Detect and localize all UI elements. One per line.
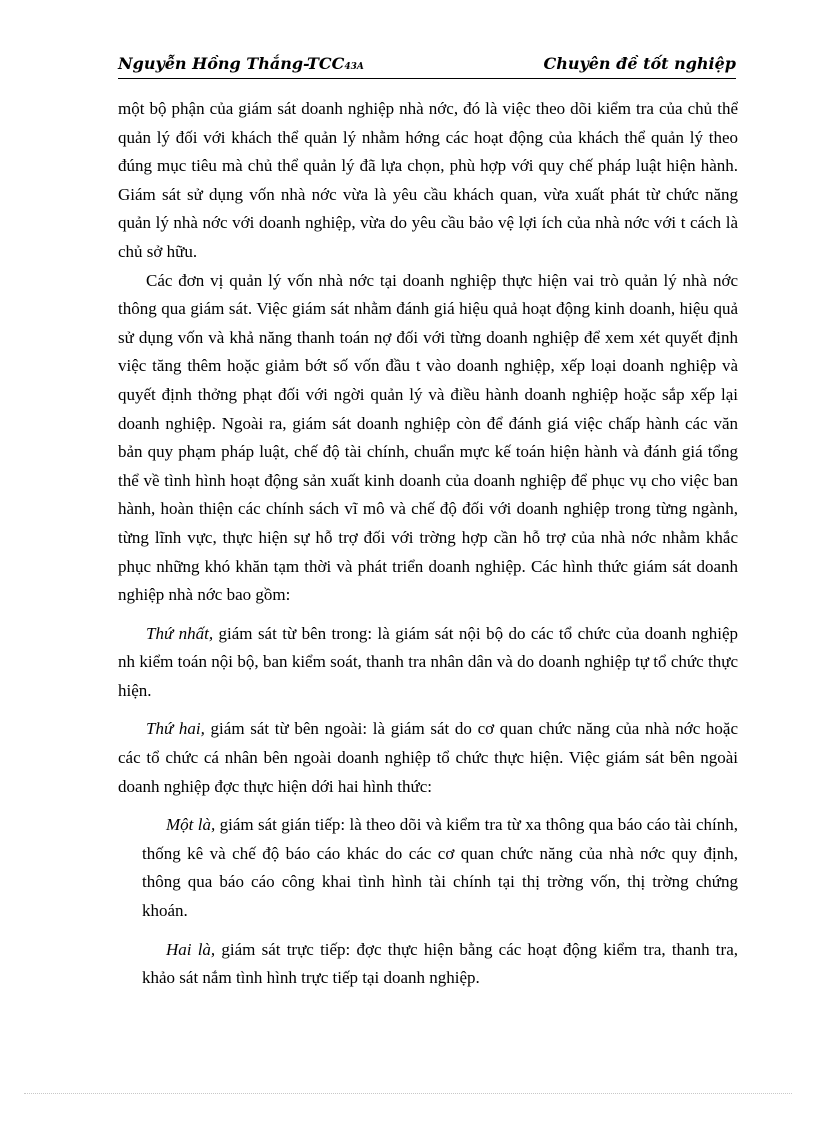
header-class-code: 43A bbox=[344, 62, 364, 72]
header-document-type: Chuyên đề tốt nghiệp bbox=[543, 54, 736, 73]
header-author: Nguyễn Hồng Thắng-TCC43A bbox=[118, 54, 364, 73]
paragraph-3-text: giám sát từ bên trong: là giám sát nội bộ do các tổ chức của doanh nghiệp nh kiểm toán nội bộ, ban kiểm soát, thanh tra nhân dân và do doanh nghiệp tự tổ chức thực hiện. bbox=[118, 623, 739, 700]
paragraph-1: một bộ phận của giám sát doanh nghiệp nhà nớc, đó là việc theo dõi kiểm tra của chủ thể quản lý đối với khách thể quản lý nhằm hớng các hoạt động của khách thể quản lý theo đúng mục tiêu mà chủ thể quản lý đã lựa chọn, phù hợp với quy chế pháp luật hiện hành. Giám sát sử dụng vốn nhà nớc vừa là yêu cầu khách quan, vừa xuất phát từ chức năng quản lý nhà nớc với doanh nghiệp, vừa do yêu cầu bảo vệ lợi ích của nhà nớc với t cách là chủ sở hữu. bbox=[118, 99, 738, 261]
page-header bbox=[118, 52, 736, 79]
paragraph-6 bbox=[142, 936, 738, 993]
paragraph-4-lead: Thứ hai, bbox=[146, 719, 205, 739]
paragraph-6-text: giám sát trực tiếp: đợc thực hiện bằng các hoạt động kiểm tra, thanh tra, khảo sát nắm tình hình trực tiếp tại doanh nghiệp. bbox=[142, 939, 738, 988]
paragraph-2: Các đơn vị quản lý vốn nhà nớc tại doanh nghiệp thực hiện vai trò quản lý nhà nớc thông qua giám sát. Việc giám sát nhằm đánh giá hiệu quả hoạt động kinh doanh, hiệu quả sử dụng vốn và khả năng thanh toán nợ đối với từng doanh nghiệp để xem xét quyết định việc tăng thêm hoặc giảm bớt số vốn đầu t vào doanh nghiệp, xếp loại doanh nghiệp và quyết định thởng phạt đối với ngời quản lý và điều hành doanh nghiệp hoặc sắp xếp lại doanh nghiệp. Ngoài ra, giám sát doanh nghiệp còn để đánh giá việc chấp hành các văn bản quy phạm pháp luật, chế độ tài chính, chuẩn mực kế toán hiện hành và đánh giá tổng thể về tình hình hoạt động sản xuất kinh doanh của doanh nghiệp để phục vụ cho việc ban hành, hoàn thiện các chính sách vĩ mô và chế độ đối với doanh nghiệp trong từng ngành, từng lĩnh vực, thực hiện sự hỗ trợ đối với trờng hợp cần hỗ trợ của nhà nớc nhằm khắc phục những khó khăn tạm thời và phát triển doanh nghiệp. Các hình thức giám sát doanh nghiệp nhà nớc bao gồm: bbox=[118, 270, 738, 605]
document-body bbox=[118, 95, 738, 993]
paragraph-6-lead: Hai là, bbox=[166, 939, 216, 959]
sub-list bbox=[118, 811, 738, 993]
page-bottom-divider bbox=[24, 1093, 792, 1094]
paragraph-3-lead: Thứ nhất, bbox=[146, 623, 214, 643]
paragraph-5 bbox=[142, 811, 738, 925]
paragraph-5-text: giám sát gián tiếp: là theo dõi và kiểm tra từ xa thông qua báo cáo tài chính, thống kê và chế độ báo cáo khác do các cơ quan chức năng của nhà nớc quy định, thông qua báo cáo công khai tình hình tài chính tại thị trờng vốn, thị trờng chứng khoán. bbox=[142, 815, 738, 921]
paragraph-4 bbox=[118, 715, 738, 801]
paragraph-3 bbox=[118, 620, 738, 706]
paragraph-5-lead: Một là, bbox=[166, 815, 216, 835]
paragraph-4-text: giám sát từ bên ngoài: là giám sát do cơ quan chức năng của nhà nớc hoặc các tổ chức cá nhân bên ngoài doanh nghiệp tổ chức thực hiện. Việc giám sát bên ngoài doanh nghiệp đợc thực hiện dới hai hình thức: bbox=[118, 719, 738, 796]
